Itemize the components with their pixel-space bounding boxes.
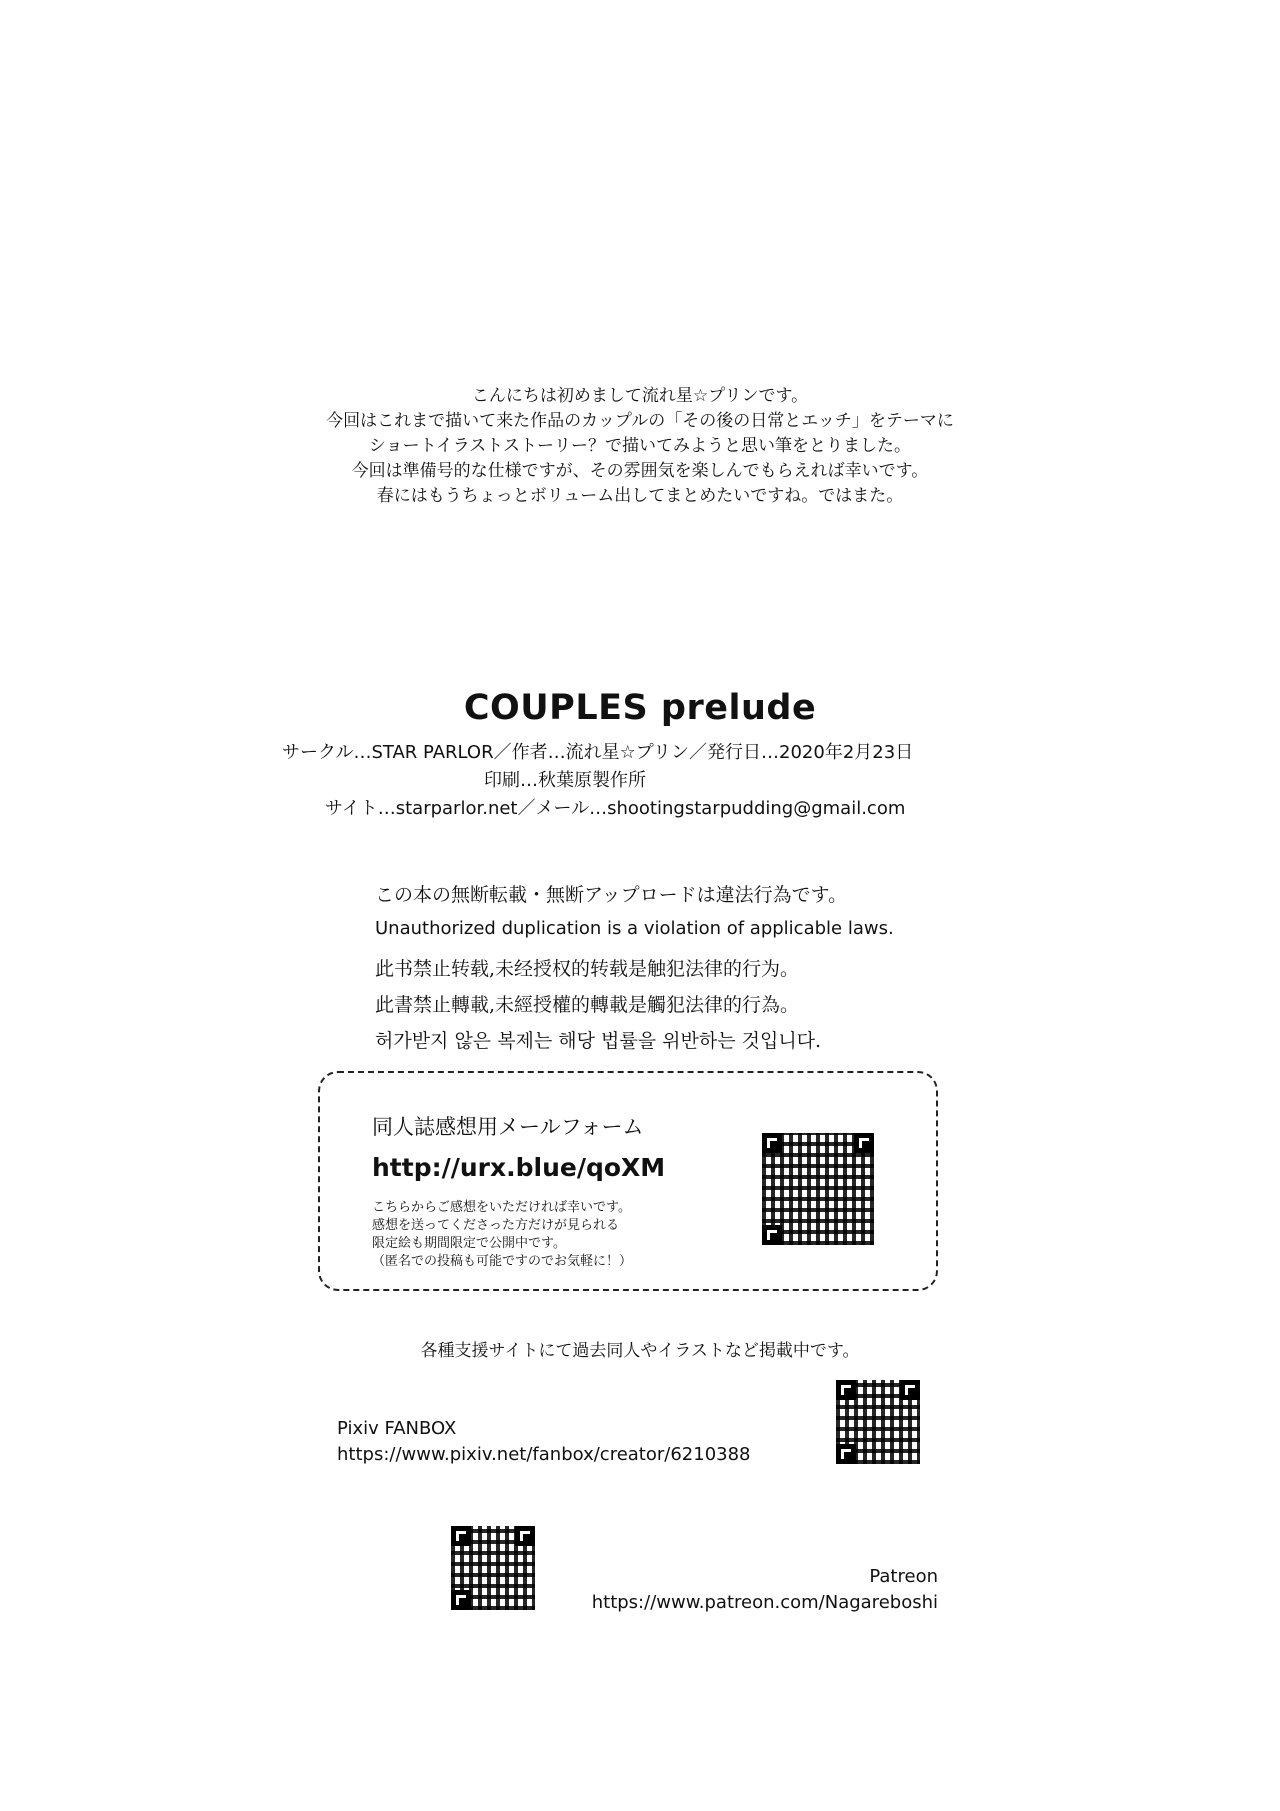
patreon-label: Patreon [869, 1566, 938, 1587]
colophon-line-3: サイト…starparlor.net／メール…shootingstarpudding@gmail.com [325, 798, 906, 819]
fanbox-label: Pixiv FANBOX [337, 1418, 457, 1439]
feedback-box [318, 1071, 938, 1291]
patreon-qr-code-icon[interactable] [451, 1526, 535, 1610]
legal-notice-zh-tw: 此書禁止轉載,未經授權的轉載是觸犯法律的行為。 [375, 994, 800, 1016]
patreon-url-link[interactable]: https://www.patreon.com/Nagareboshi [591, 1592, 938, 1613]
legal-notice-ko: 허가받지 않은 복제는 해당 법률을 위반하는 것입니다. [375, 1030, 822, 1052]
feedback-note: こちらからご感想をいただければ幸いです。 [372, 1200, 631, 1215]
support-sites-text: 各種支援サイトにて過去同人やイラストなど掲載中です。 [420, 1341, 860, 1361]
legal-notice-ja: この本の無断転載・無断アップロードは違法行為です。 [375, 884, 848, 906]
feedback-note: 感想を送ってくださった方だけが見られる [372, 1218, 620, 1233]
feedback-note: （匿名での投稿も可能ですのでお気軽に！） [372, 1254, 633, 1269]
fanbox-url-link[interactable]: https://www.pixiv.net/fanbox/creator/6210388 [337, 1444, 751, 1465]
colophon-line-1: サークル…STAR PARLOR／作者…流れ星☆プリン／発行日…2020年2月23日 [282, 742, 914, 763]
fanbox-qr-code-icon[interactable] [836, 1380, 920, 1464]
legal-notice-zh-cn: 此书禁止转载,未经授权的转载是触犯法律的行为。 [375, 958, 800, 980]
intro-line: ショートイラストストーリー？で描いてみようと思い筆をとりました。 [368, 436, 912, 456]
colophon-line-2: 印刷…秋葉原製作所 [484, 770, 646, 791]
intro-line: 今回は準備号的な仕様ですが、その雰囲気を楽しんでもらえれば幸いです。 [351, 461, 929, 481]
intro-line: こんにちは初めまして流れ星☆プリンです。 [471, 386, 809, 406]
legal-notice-en: Unauthorized duplication is a violation of applicable laws. [375, 918, 894, 939]
intro-line: 今回はこれまで描いて来た作品のカップルの「その後の日常とエッチ」をテーマに [326, 411, 954, 431]
intro-line: 春にはもうちょっとボリューム出してまとめたいですね。ではまた。 [376, 486, 904, 506]
intro-paragraph [0, 384, 1280, 509]
feedback-note: 限定絵も期間限定で公開中です。 [372, 1236, 566, 1251]
book-title: COUPLES prelude [463, 688, 817, 728]
feedback-heading: 同人誌感想用メールフォーム [372, 1115, 644, 1139]
feedback-notes [372, 1199, 632, 1271]
feedback-qr-code-icon[interactable] [762, 1133, 874, 1245]
feedback-url-link[interactable]: http://urx.blue/qoXM [372, 1153, 666, 1182]
